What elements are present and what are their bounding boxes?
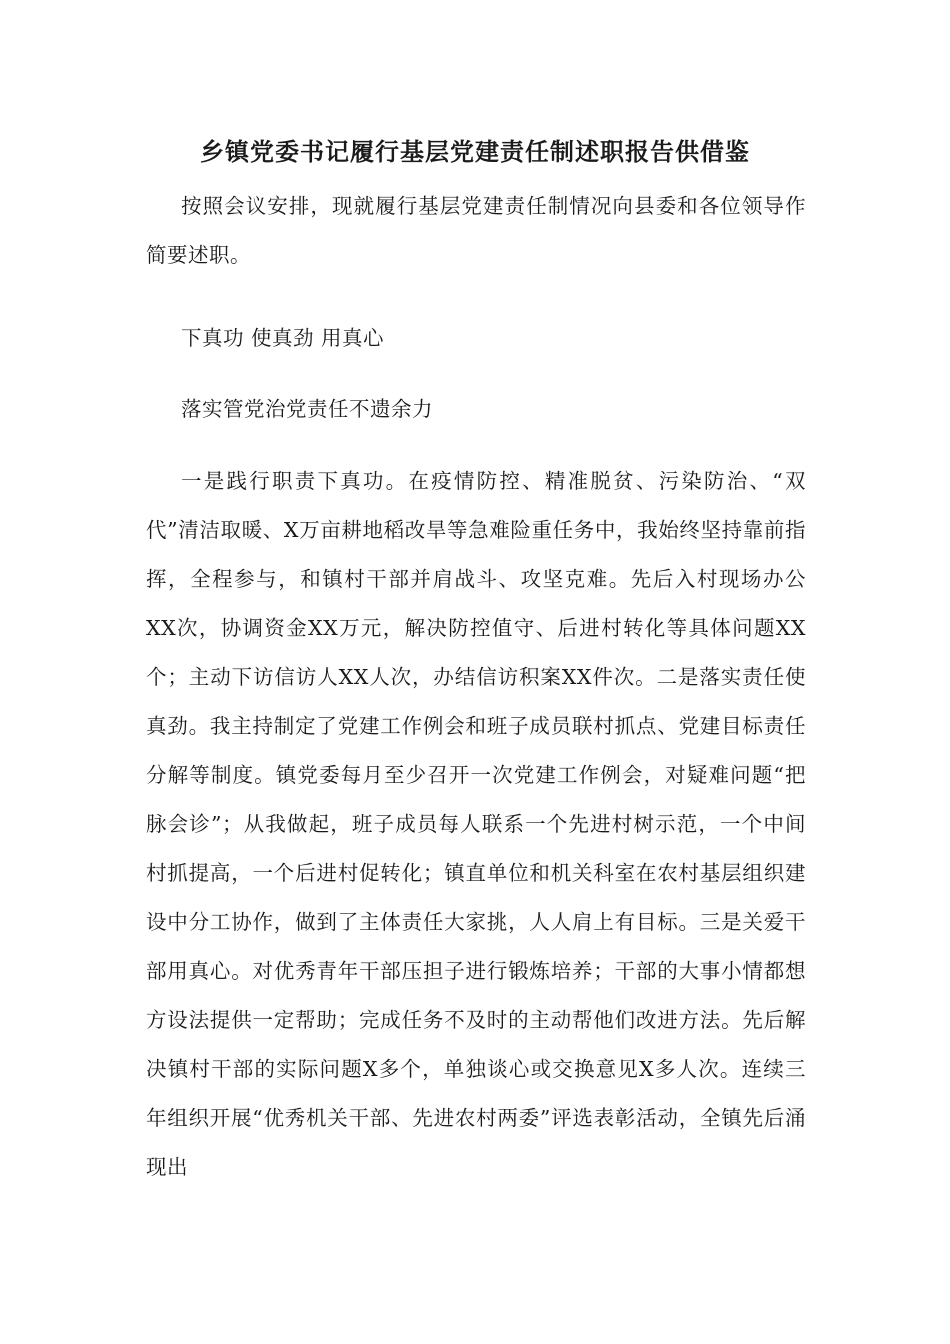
subheading-paragraph: 落实管党治党责任不遗余力 <box>181 397 433 421</box>
document-title: 乡镇党委书记履行基层党建责任制述职报告供借鉴 <box>200 137 750 166</box>
body-paragraph: 一是践行职责下真功。在疫情防控、精准脱贫、污染防治、“双代”清洁取暖、X万亩耕地稻改旱等急难险重任务中，我始终坚持靠前指挥，全程参与，和镇村干部并肩战斗、攻坚克难。先后入村现场办公XX次，协调资金XX万元，解决防控值守、后进村转化等具体问题XX个；主动下访信访人XX人次，办结信访积案XX件次。二是落实责任使真劲。我主持制定了党建工作例会和班子成员联村抓点、党建目标责任分解等制度。镇党委每月至少召开一次党建工作例会，对疑难问题“把脉会诊”；从我做起，班子成员每人联系一个先进村树示范，一个中间村抓提高，一个后进村促转化；镇直单位和机关科室在农村基层组织建设中分工协作，做到了主体责任大家挑，人人肩上有目标。三是关爱干部用真心。对优秀青年干部压担子进行锻炼培养；干部的大事小情都想方设法提供一定帮助；完成任务不及时的主动帮他们改进方法。先后解决镇村干部的实际问题X多个，单独谈心或交换意见X多人次。连续三年组织开展“优秀机关干部、先进农村两委”评选表彰活动，全镇先后涌现出 <box>146 469 806 1179</box>
intro-paragraph: 按照会议安排，现就履行基层党建责任制情况向县委和各位领导作简要述职。 <box>146 194 806 267</box>
subheading-paragraph: 下真功 使真劲 用真心 <box>181 326 385 350</box>
